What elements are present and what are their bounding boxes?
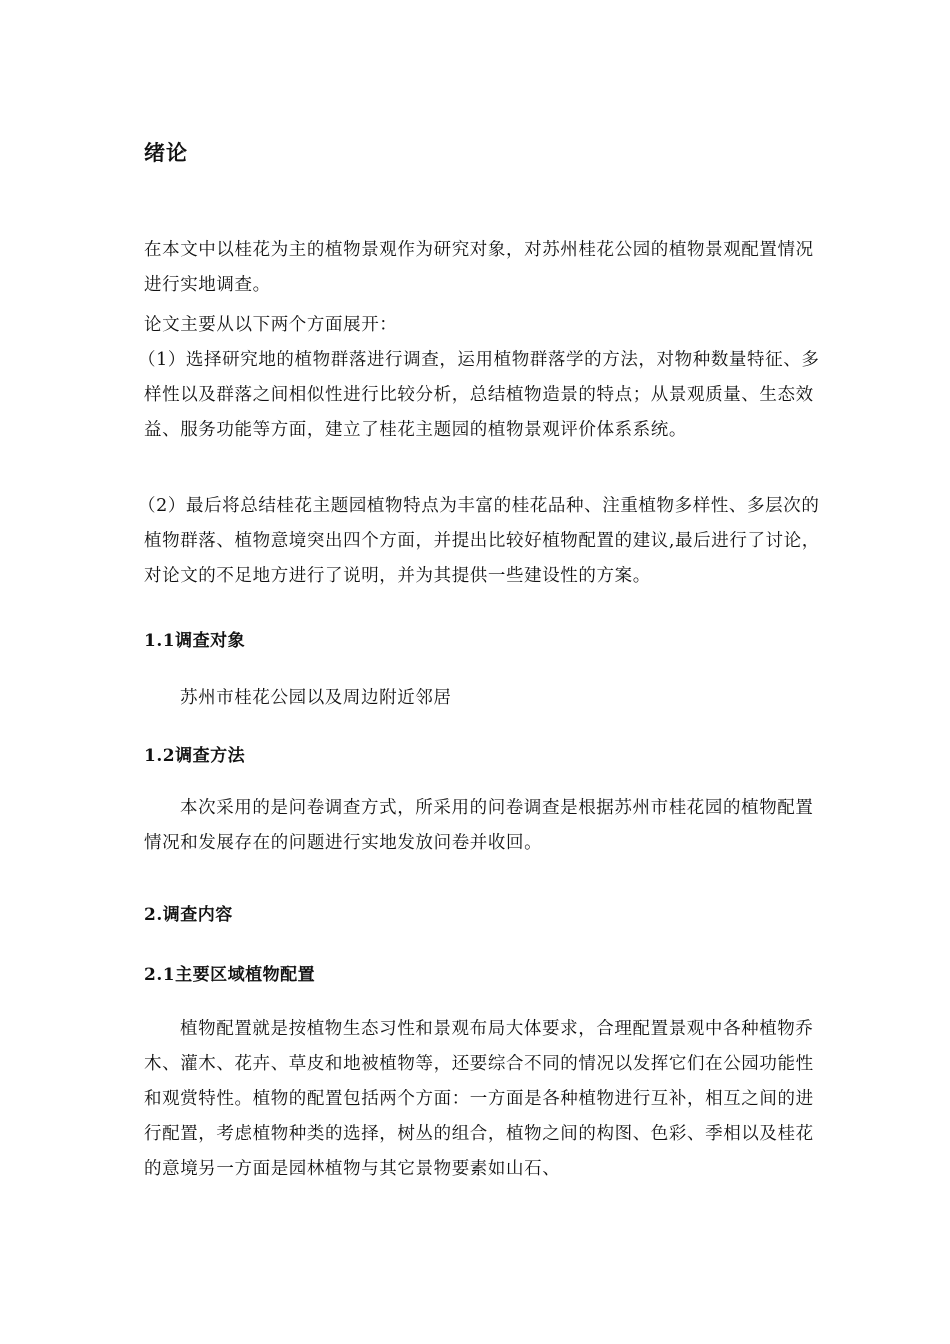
intro-paragraph-2: 论文主要从以下两个方面展开： [144, 315, 398, 335]
list-item-2: （2）最后将总结桂花主题园植物特点为丰富的桂花品种、注重植物多样性、多层次的植物群落、植物意境突出四个方面，并提出比较好植物配置的建议,最后进行了讨论，对论文的不足地方进行了说明，并为其提供一些建设性的方案。 [138, 496, 820, 586]
section-heading-1-2: 1.2调查方法 [144, 746, 246, 766]
section-heading-1-1 [144, 626, 824, 651]
section-1-1-body: 苏州市桂花公园以及周边附近邻居 [180, 688, 452, 708]
intro-paragraph-1: 在本文中以桂花为主的植物景观作为研究对象，对苏州桂花公园的植物景观配置情况进行实地调查。 [144, 240, 814, 295]
section-2-1-body: 植物配置就是按植物生态习性和景观布局大体要求，合理配置景观中各种植物乔木、灌木、花卉、草皮和地被植物等，还要综合不同的情况以发挥它们在公园功能性和观赏特性。植物的配置包括两个方面：一方面是各种植物进行互补，相互之间的进行配置，考虑植物种类的选择，树丛的组合，植物之间的构图、色彩、季相以及桂花的意境另一方面是园林植物与其它景物要素如山石、 [144, 1019, 814, 1179]
page-title: 绪论 [144, 140, 188, 165]
list-item-1: （1）选择研究地的植物群落进行调查，运用植物群落学的方法，对物种数量特征、多样性以及群落之间相似性进行比较分析，总结植物造景的特点；从景观质量、生态效益、服务功能等方面，建立了桂花主题园的植物景观评价体系系统。 [138, 350, 820, 440]
section-heading-1-1-prefix: 1.1调查对 [144, 631, 228, 651]
section-heading-2: 2.调查内容 [144, 905, 233, 925]
section-heading-1-1-suffix: 象 [227, 631, 246, 651]
section-1-2-body: 本次采用的是问卷调查方式，所采用的问卷调查是根据苏州市桂花园的植物配置情况和发展存在的问题进行实地发放问卷并收回。 [144, 798, 814, 853]
section-heading-2-1: 2.1主要区域植物配置 [144, 965, 316, 985]
